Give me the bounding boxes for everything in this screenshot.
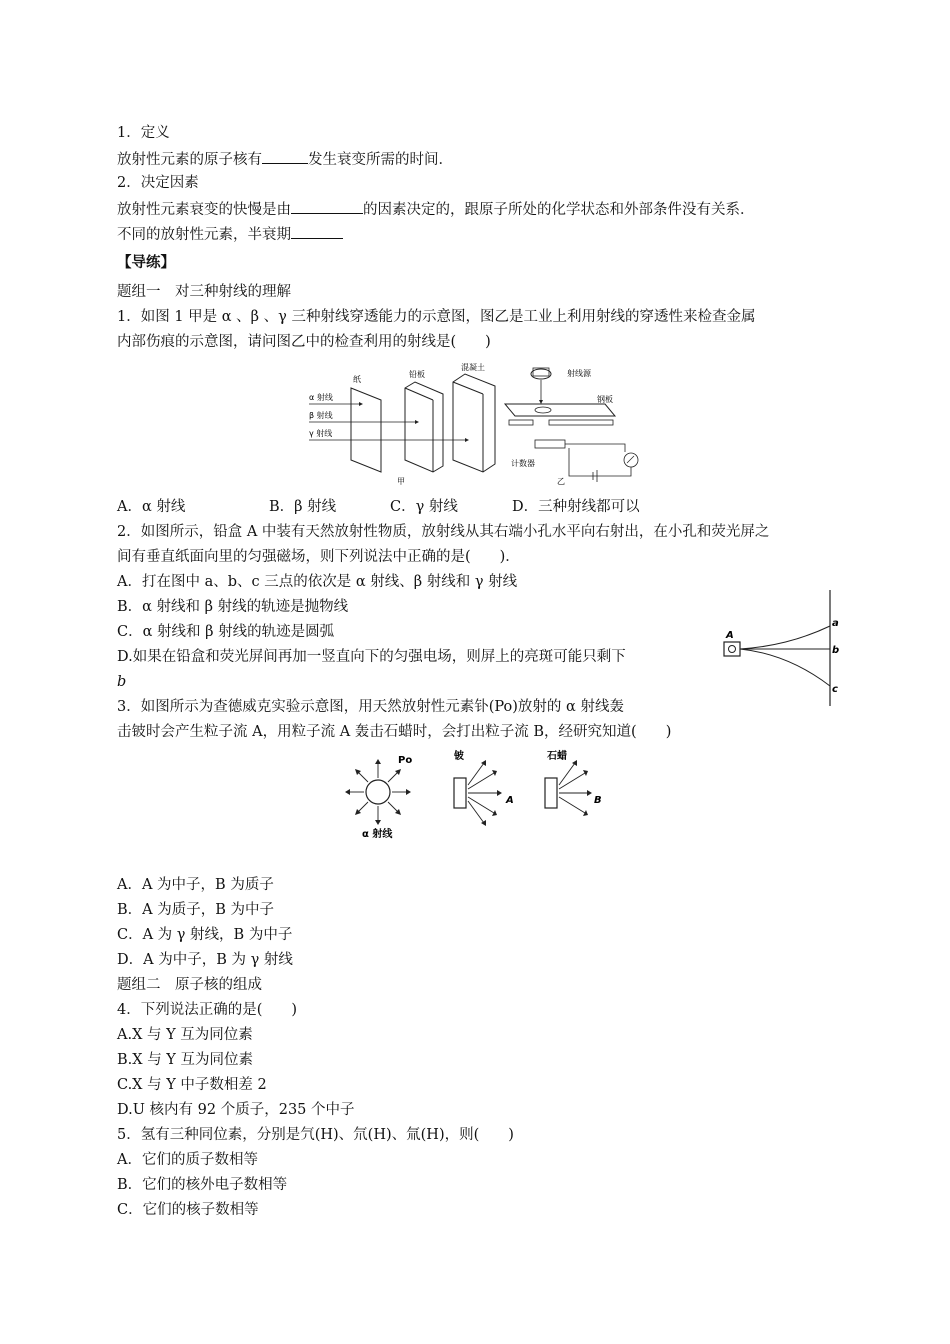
fill-blank[interactable]	[262, 148, 308, 164]
q1-option-c: C．γ 射线	[390, 499, 458, 515]
po-label: Po	[398, 755, 413, 766]
halflife-text	[117, 223, 343, 245]
group1-title: 题组一 对三种射线的理解	[117, 284, 291, 300]
q2-option-c: C．α 射线和 β 射线的轨迹是圆弧	[117, 624, 335, 640]
q2-figure	[718, 586, 844, 710]
concrete-block	[453, 374, 495, 472]
paraffin-label: 石蜡	[547, 751, 567, 762]
stream-b-label: B	[594, 795, 602, 806]
point-c-label: c	[832, 684, 838, 695]
paper-plate	[351, 388, 381, 472]
meter-icon	[624, 453, 638, 467]
group2-title: 题组二 原子核的组成	[117, 977, 262, 993]
q4-option-d: D.U 核内有 92 个质子，235 个中子	[117, 1102, 355, 1118]
q5-option-a: A．它们的质子数相等	[117, 1152, 258, 1168]
counter-box	[535, 440, 565, 448]
q5-stem: 5．氢有三种同位素，分别是氕(H)、氘(H)、氚(H)，则( )	[117, 1127, 514, 1143]
ray-source-icon	[531, 369, 551, 379]
q4-option-c: C.X 与 Y 中子数相差 2	[117, 1077, 267, 1093]
steel-label: 钢板	[597, 395, 613, 404]
fill-blank[interactable]	[291, 223, 343, 239]
factor-text	[117, 198, 755, 220]
q4-stem: 4．下列说法正确的是( )	[117, 1002, 298, 1018]
q2-option-d-cont: b	[117, 674, 127, 690]
q3-stem-line1: 3．如图所示为查德威克实验示意图，用天然放射性元素钋(Po)放射的 α 射线轰	[117, 699, 624, 715]
beta-ray-label: β 射线	[309, 411, 333, 420]
lead-plate	[405, 382, 443, 472]
factor-text-after: 的因素决定的，跟原子所处的化学状态和外部条件没有关系．	[363, 202, 755, 218]
counter-label: 计数器	[511, 459, 535, 468]
lead-box-label: A	[726, 630, 734, 641]
ray-path-a	[740, 626, 830, 649]
alpha-ray-label: α 射线	[309, 393, 333, 402]
q2-stem-line2: 间有垂直纸面向里的匀强磁场，则下列说法中正确的是( )．	[117, 549, 520, 565]
definition-text-before: 放射性元素的原子核有	[117, 152, 262, 168]
alpha-ray-label: α 射线	[362, 829, 393, 840]
q1-stem-line2: 内部伤痕的示意图，请问图乙中的检查利用的射线是( )	[117, 334, 491, 350]
q2-option-b: B．α 射线和 β 射线的轨迹是抛物线	[117, 599, 349, 615]
steel-plate	[505, 404, 615, 416]
gamma-ray-label: γ 射线	[309, 429, 333, 438]
q4-option-a: A.X 与 Y 互为同位素	[117, 1027, 253, 1043]
q5-option-c: C．它们的核子数相等	[117, 1202, 259, 1218]
q1-figure	[305, 360, 645, 490]
q1-option-b: B．β 射线	[269, 499, 337, 515]
stream-a-label: A	[506, 795, 514, 806]
lead-label: 铅板	[409, 370, 425, 379]
source-label: 射线源	[567, 369, 591, 378]
concrete-label: 混凝土	[461, 363, 485, 372]
q2-option-d: D.如果在铅盒和荧光屏间再加一竖直向下的匀强电场，则屏上的亮斑可能只剩下	[117, 649, 626, 665]
q3-stem-line2: 击铍时会产生粒子流 A，用粒子流 A 轰击石蜡时，会打出粒子流 B，经研究知道( )	[117, 724, 672, 740]
paraffin-block	[545, 778, 557, 808]
point-b-label: b	[832, 645, 840, 656]
q5-option-b: B．它们的核外电子数相等	[117, 1177, 288, 1193]
q3-option-b: B．A 为质子，B 为中子	[117, 902, 274, 918]
q3-option-c: C．A 为 γ 射线，B 为中子	[117, 927, 293, 943]
point-a-label: a	[832, 618, 839, 629]
definition-text	[117, 148, 453, 170]
beryllium-label: 铍	[454, 751, 464, 762]
figure-jia-label: 甲	[397, 477, 405, 486]
beryllium-plate	[454, 778, 466, 808]
fill-blank[interactable]	[291, 198, 363, 214]
halflife-text-before: 不同的放射性元素，半衰期	[117, 227, 291, 243]
q3-figure	[340, 745, 625, 845]
q1-stem-line1: 1．如图 1 甲是 α 、β 、γ 三种射线穿透能力的示意图，图乙是工业上利用射线的穿透性来检查金属	[117, 309, 756, 325]
q1-option-a: A．α 射线	[117, 499, 186, 515]
q1-option-d: D．三种射线都可以	[512, 499, 640, 515]
paper-label: 纸	[353, 375, 361, 384]
q2-option-a: A．打在图中 a、b、c 三点的依次是 α 射线、β 射线和 γ 射线	[117, 574, 518, 590]
ray-path-c	[740, 649, 830, 686]
factor-heading: 2．决定因素	[117, 175, 199, 191]
definition-text-after: 发生衰变所需的时间．	[308, 152, 453, 168]
factor-text-before: 放射性元素衰变的快慢是由	[117, 202, 291, 218]
q2-stem-line1: 2．如图所示，铅盒 A 中装有天然放射性物质，放射线从其右端小孔水平向右射出，在小孔和荧光屏之	[117, 524, 770, 540]
practice-title: 【导练】	[117, 254, 175, 271]
q3-option-d: D．A 为中子，B 为 γ 射线	[117, 952, 293, 968]
q3-option-a: A．A 为中子，B 为质子	[117, 877, 274, 893]
figure-yi-label: 乙	[557, 477, 565, 486]
polonium-source	[366, 780, 390, 804]
definition-heading: 1．定义	[117, 125, 170, 141]
q4-option-b: B.X 与 Y 互为同位素	[117, 1052, 253, 1068]
